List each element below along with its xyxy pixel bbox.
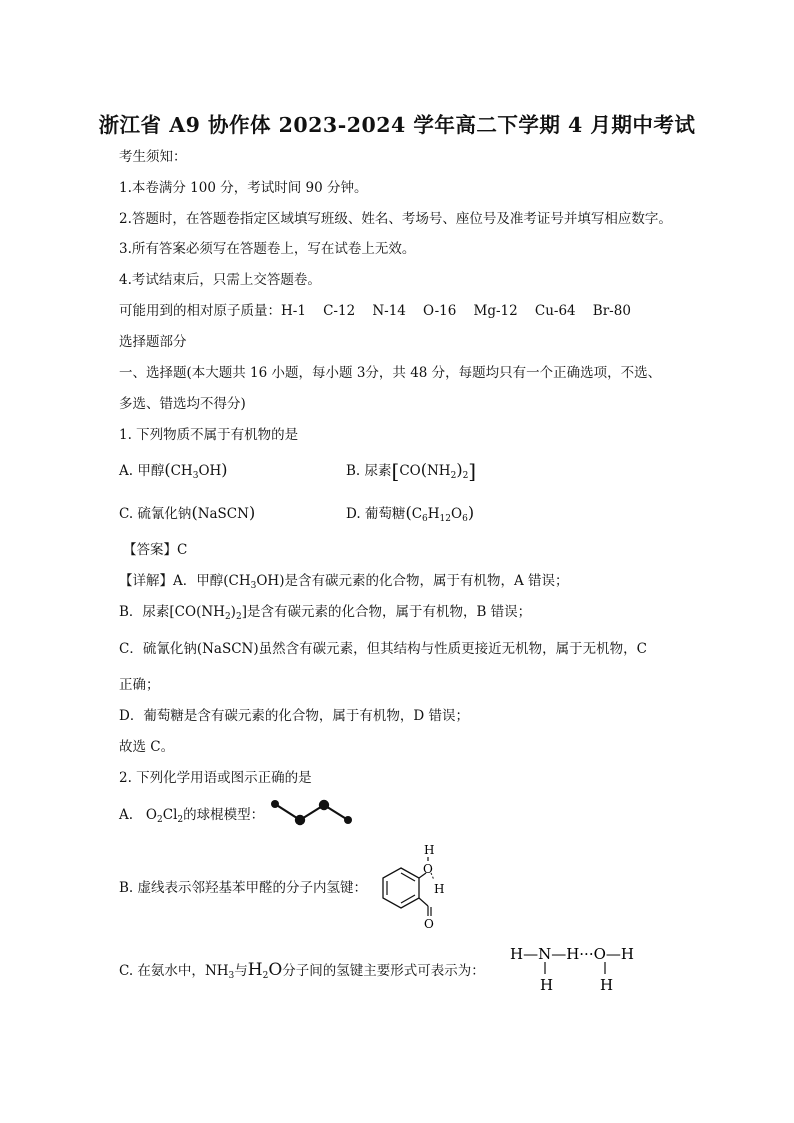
- notice-item-2: 2.答题时，在答题卷指定区域填写班级、姓名、考场号、座位号及准考证号并填写相应数字。: [119, 211, 672, 227]
- q1-option-b: B. 尿素$[CO(NH_2)_2]$: [346, 459, 477, 483]
- svg-text:H: H: [600, 976, 614, 994]
- salicylaldehyde-structure-image: [378, 840, 448, 935]
- q1-option-a: A. 甲醇$(CH_3OH)$: [119, 460, 228, 481]
- page-title: 浙江省 A9 协作体 2023-2024 学年高二下学期 4 月期中考试: [98, 113, 696, 137]
- q2-stem: 2. 下列化学用语或图示正确的是: [119, 770, 312, 786]
- q2-option-a: A. $O_2Cl_2$的球棍模型：: [119, 807, 265, 825]
- q1-a-label: A. 甲醇: [119, 463, 165, 479]
- q1-option-c: C. 硫氰化钠(NaSCN): [119, 503, 256, 522]
- section-name: 选择题部分: [119, 334, 187, 350]
- notice-item-3: 3.所有答案必须写在答题卷上，写在试卷上无效。: [119, 241, 416, 257]
- svg-text:H: H: [424, 843, 435, 857]
- q1-conclusion: 故选 C。: [119, 739, 175, 755]
- section-instruction-1: 一、选择题(本大题共 16 小题，每小题 3分，共 48 分，每题均只有一个正确选项，不选、: [119, 365, 662, 381]
- svg-text:H: H: [540, 976, 554, 994]
- q1-d-label: D. 葡萄糖: [346, 506, 406, 522]
- q1-explain-c-line1: C．硫氰化钠(NaSCN)虽然含有碳元素，但其结构与性质更接近无机物，属于无机物，C: [119, 641, 647, 657]
- q1-b-label: B. 尿素: [346, 463, 392, 479]
- q1-stem: 1. 下列物质不属于有机物的是: [119, 427, 299, 443]
- atomic-masses: 可能用到的相对原子质量：H-1 C-12 N-14 O-16 Mg-12 Cu-64 Br-80: [119, 303, 631, 319]
- q1-explain-c-line2: 正确；: [119, 677, 160, 693]
- q1-explain-d: D．葡萄糖是含有碳元素的化合物，属于有机物，D 错误；: [119, 708, 469, 724]
- notice-item-4: 4.考试结束后，只需上交答题卷。: [119, 272, 321, 288]
- hydrogen-bond-structure-image: [508, 940, 648, 996]
- svg-text:O: O: [424, 917, 434, 931]
- ball-stick-model-image: [268, 798, 358, 828]
- q1-explain-a: 【详解】A．甲醇$(CH_3OH)$是含有碳元素的化合物，属于有机物，A 错误；: [119, 573, 569, 591]
- q1-answer: 【答案】C: [123, 542, 188, 558]
- svg-text:O: O: [423, 862, 433, 876]
- q2-option-c: C. 在氨水中，$NH_3$与$H_2O$分子间的氢键主要形式可表示为：: [119, 960, 485, 981]
- notice-item-1: 1.本卷满分 100 分，考试时间 90 分钟。: [119, 180, 368, 196]
- q1-option-d: D. 葡萄糖$(C_6H_{12}O_6)$: [346, 503, 475, 524]
- section-instruction-2: 多选、错选均不得分): [119, 396, 246, 412]
- svg-text:H—N—H···O—H: H—N—H···O—H: [510, 945, 634, 963]
- svg-text:H: H: [434, 882, 445, 896]
- q2-option-b: B. 虚线表示邻羟基苯甲醛的分子内氢键：: [119, 880, 368, 896]
- notice-heading: 考生须知：: [119, 149, 187, 165]
- q1-c-label: C. 硫氰化钠: [119, 506, 192, 522]
- q1-explain-b: B．尿素$[CO(NH_2)_2]$是含有碳元素的化合物，属于有机物，B 错误；: [119, 604, 532, 622]
